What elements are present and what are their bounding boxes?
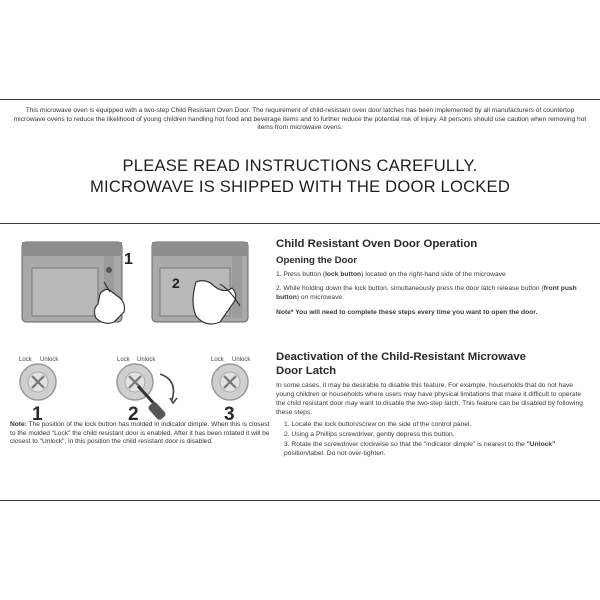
lock-dial-2 bbox=[117, 364, 177, 421]
deactivation-step-3 bbox=[284, 441, 590, 459]
lock-dial-3 bbox=[212, 364, 248, 400]
dial-number-1: 1 bbox=[32, 404, 43, 425]
microwave-step1-image bbox=[22, 242, 125, 323]
operation-note: Note* You will need to complete these steps every time you want to open the door. bbox=[276, 309, 538, 316]
operation-step-2 bbox=[276, 285, 588, 303]
step2-text-b: ) on microwave. bbox=[296, 293, 344, 301]
microwave-illustrations bbox=[0, 224, 270, 424]
step3-text-a: 3. Rotate the screwdriver clockwise so that the "indicator dimple" is nearest to the bbox=[284, 441, 527, 448]
step2-text-a: 2. While holding down the lock button, simultaneously press the door latch release button ( bbox=[276, 285, 544, 292]
warning-header-box bbox=[0, 100, 600, 224]
step3-unlock-term: "Unlock" bbox=[526, 441, 556, 448]
dial3-unlock-label: Unlock bbox=[232, 357, 251, 363]
dial3-lock-label: Lock bbox=[211, 357, 224, 363]
headline bbox=[0, 155, 600, 197]
dial2-unlock-label: Unlock bbox=[137, 357, 156, 363]
intro-paragraph: This microwave oven is equipped with a two-step Child Resistant Oven Door. The requirement of child-resistant oven door latches has been implemented by all manufacturers of countertop microwave ovens to reduce the likelihood of young children handling hot food and beverage items and to further reduce the potential risk of injury. All persons should use caution when removing hot items from microwave ovens. bbox=[13, 107, 587, 132]
illustration-panel bbox=[0, 224, 270, 502]
lock-dial-1 bbox=[20, 364, 56, 400]
step1-text-b: ) located on the right-hand side of the microwave bbox=[361, 271, 506, 278]
step1-lock-button-term: lock button bbox=[325, 271, 362, 278]
step2-push-button-term: front push button bbox=[276, 285, 577, 301]
operation-title: Child Resistant Oven Door Operation bbox=[276, 238, 478, 250]
microwave-step2-image bbox=[152, 242, 248, 324]
operation-step-1 bbox=[276, 271, 594, 280]
dial-number-3: 3 bbox=[224, 404, 235, 425]
note-label: Note: bbox=[10, 421, 27, 428]
lock-button-note bbox=[10, 421, 272, 447]
instruction-sheet bbox=[0, 99, 600, 501]
step2-number: 2 bbox=[172, 275, 180, 291]
note-text: The position of the lock button has molded in indicator dimple. When this is closest to the molded "Lock" the child resistant door is enabled. After it has been rotated it will be closest to "Unlock", in this position the child resistant door is disabled. bbox=[10, 421, 270, 446]
deactivation-body: In some cases, it may be desirable to disable this feature. For example, households that do not have young children or households where users may have physical limitations that make it difficult to operate the child resistant door may want to disable the two-step latch. This feature can be disabled by following these steps. bbox=[276, 382, 583, 416]
opening-door-subtitle: Opening the Door bbox=[276, 255, 358, 266]
deactivation-title-line-2: Door Latch bbox=[276, 365, 337, 377]
dial2-lock-label: Lock bbox=[117, 357, 130, 363]
dial1-unlock-label: Unlock bbox=[40, 357, 59, 363]
dial1-lock-label: Lock bbox=[19, 357, 32, 363]
deactivation-step-1: 1. Locate the lock button/screw on the side of the control panel. bbox=[284, 421, 472, 428]
step1-text-a: 1. Press button ( bbox=[276, 271, 326, 278]
headline-line-1: PLEASE READ INSTRUCTIONS CAREFULLY. bbox=[122, 156, 478, 175]
deactivation-title-line-1: Deactivation of the Child-Resistant Microwave bbox=[276, 351, 527, 363]
deactivation-step-2: 2. Using a Phillips screwdriver, gently depress this button. bbox=[284, 431, 455, 438]
step3-text-b: position/label. Do not over-tighten. bbox=[284, 449, 386, 457]
headline-line-2: MICROWAVE IS SHIPPED WITH THE DOOR LOCKED bbox=[89, 177, 510, 196]
dial-number-2: 2 bbox=[128, 404, 139, 425]
step1-number: 1 bbox=[124, 251, 133, 268]
